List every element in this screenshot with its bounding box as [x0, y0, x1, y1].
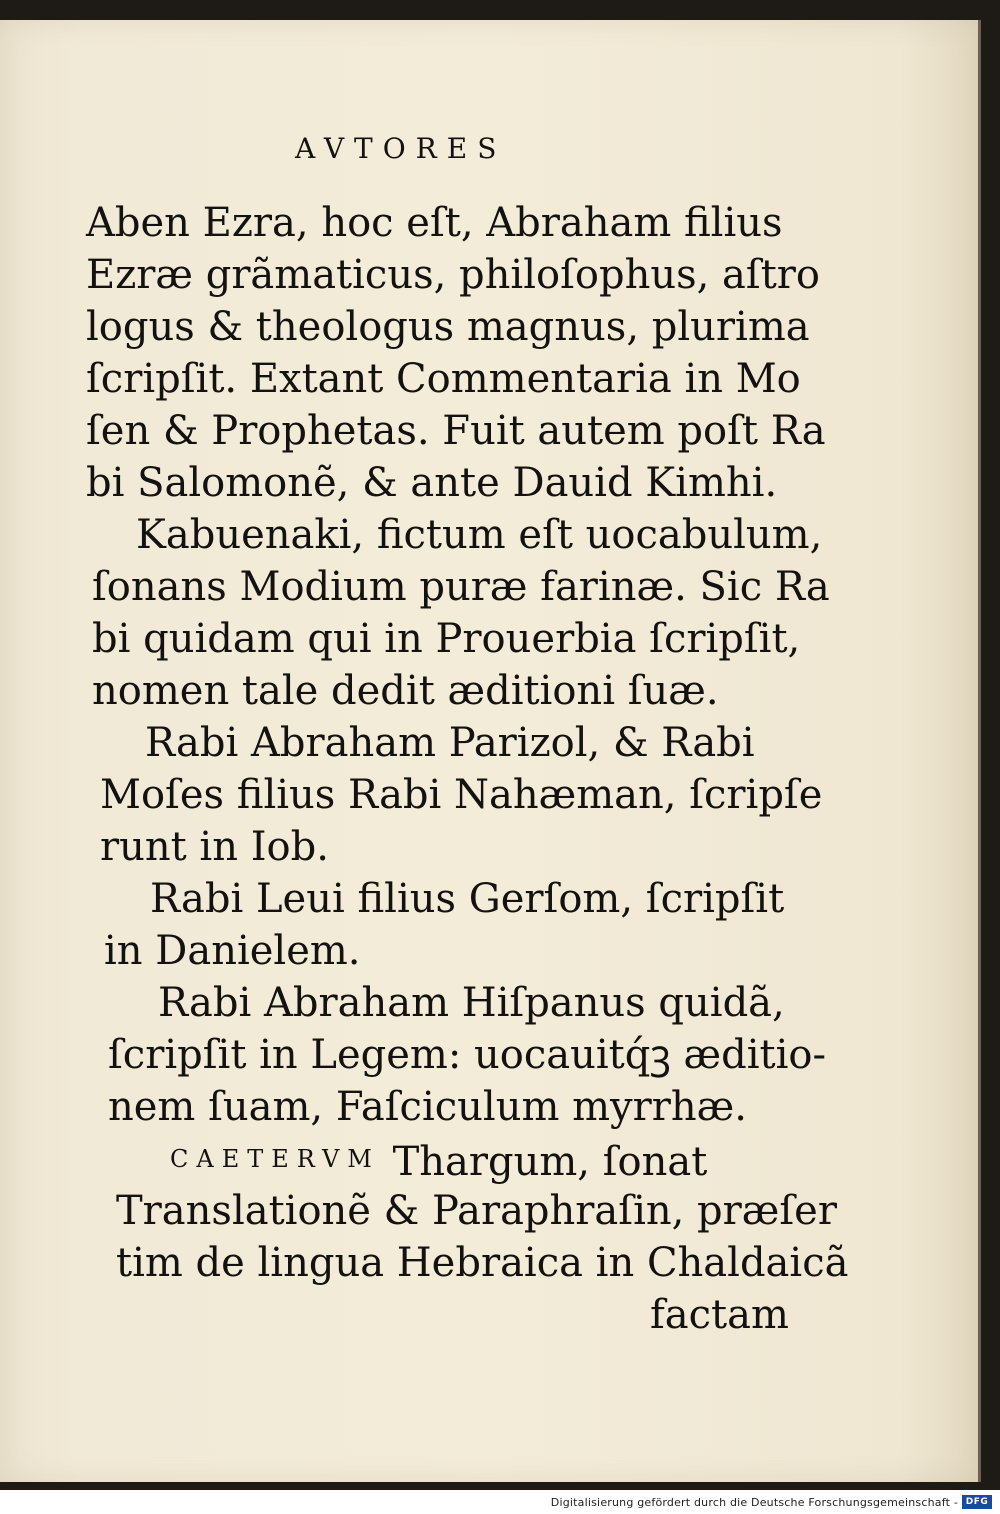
funding-credit: Digitalisierung gefördert durch die Deutsche Forschungsgemeinschaft -: [550, 1496, 958, 1509]
text-line-1: Aben Ezra, hoc eſt, Abraham filius: [86, 200, 783, 246]
text-line-3: logus & theologus magnus, plurima: [86, 304, 810, 350]
text-line-17: ſcripſit in Legem: uocauitq́ꝫ æditio-: [108, 1032, 826, 1078]
text-line-18: nem ſuam, Faſciculum myrrhæ.: [108, 1084, 747, 1130]
smallcaps-word: CAETERVM: [170, 1145, 380, 1173]
text-line-19: [170, 1134, 707, 1187]
text-line-6: bi Salomonẽ, & ante Dauid Kimhi.: [86, 460, 778, 506]
text-line-20: Translationẽ & Paraphraſin, præſer: [116, 1188, 837, 1234]
text-line-9: bi quidam qui in Prouerbia ſcripſit,: [92, 616, 801, 662]
catchword: factam: [650, 1292, 789, 1338]
running-header: AVTORES: [295, 132, 507, 165]
book-page: [0, 20, 981, 1482]
text-line-4: ſcripſit. Extant Commentaria in Mo: [86, 356, 801, 402]
text-line-21: tim de lingua Hebraica in Chaldaicã: [116, 1240, 849, 1286]
text-line-12: Moſes filius Rabi Nahæman, ſcripſe: [100, 772, 823, 818]
text-line-8: ſonans Modium puræ farinæ. Sic Ra: [92, 564, 830, 610]
page-text: [0, 20, 978, 1482]
text-line-5: ſen & Prophetas. Fuit autem poſt Ra: [86, 408, 826, 454]
digitization-footer: [0, 1490, 1000, 1514]
text-line-14: Rabi Leui filius Gerſom, ſcripſit: [150, 876, 785, 922]
text-line-2: Ezræ grãmaticus, philoſophus, aſtro: [86, 252, 820, 298]
text-line-13: runt in Iob.: [100, 824, 329, 870]
dfg-logo-icon: DFG: [962, 1495, 992, 1509]
text-line-11: Rabi Abraham Parizol, & Rabi: [145, 720, 755, 766]
text-line-7: Kabuenaki, fictum eſt uocabulum,: [136, 512, 823, 558]
text-line-16: Rabi Abraham Hiſpanus quidã,: [158, 980, 785, 1026]
text-line-10: nomen tale dedit æditioni ſuæ.: [92, 668, 719, 714]
text-line-15: in Danielem.: [104, 928, 361, 974]
text-line-19-rest: Thargum, ſonat: [392, 1139, 708, 1185]
